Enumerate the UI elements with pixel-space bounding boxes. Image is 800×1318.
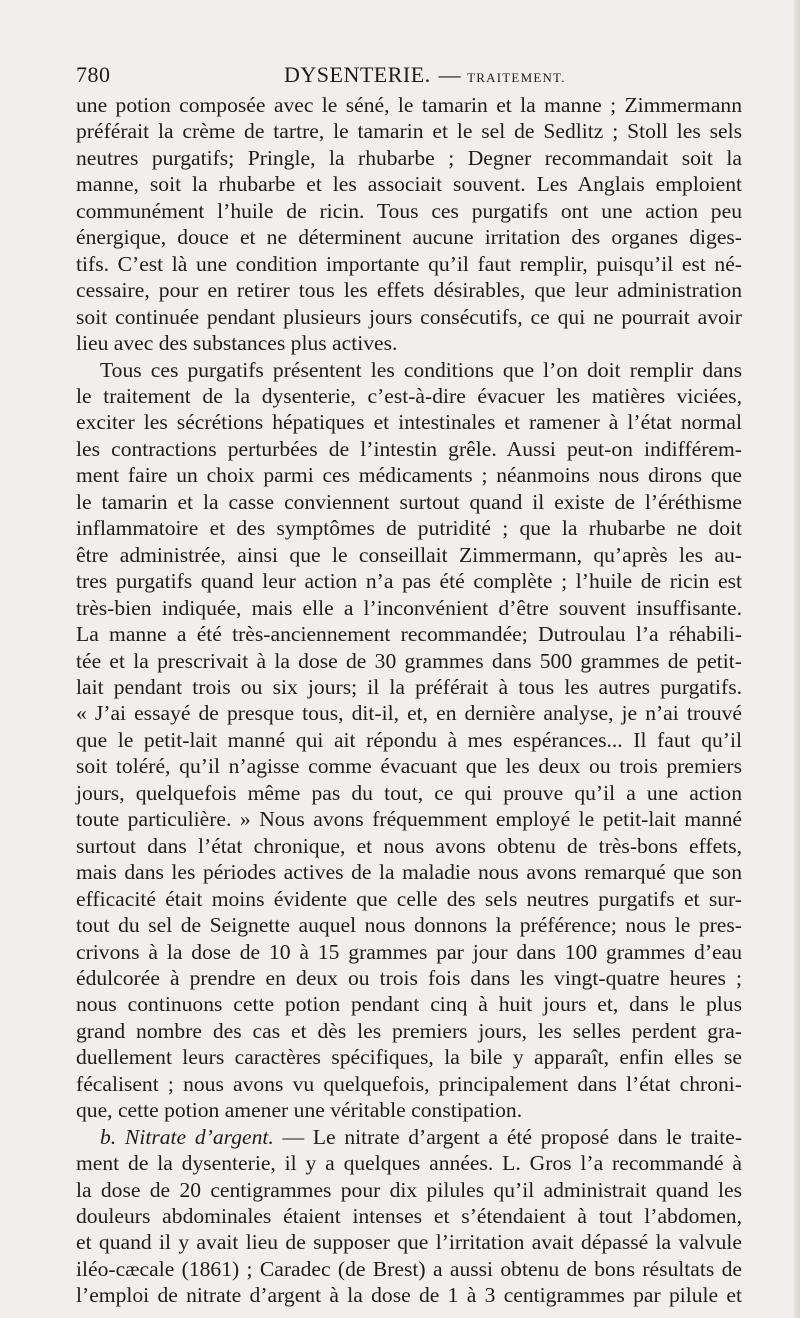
text-line: très-bien indiquée, mais elle a l’inconvénient d’être souvent insuffisante. — [76, 595, 742, 620]
text-line: neutres purgatifs; Pringle, la rhubarbe ; Degner recommandait soit la — [76, 145, 742, 170]
text-line: La manne a été très-anciennement recommandée; Dutroulau l’a réhabili- — [76, 622, 742, 647]
paragraph-2 — [76, 357, 742, 1124]
text-line: duellement leurs caractères spécifiques, la bile y apparaît, enfin elles se — [76, 1045, 742, 1070]
text-line: l’emploi de nitrate d’argent à la dose de 1 à 3 centigrammes par pilule et — [76, 1283, 742, 1308]
title-dash: — — [438, 62, 462, 87]
text-line: tifs. C’est là une condition importante qu’il faut remplir, puisqu’il est né- — [76, 251, 742, 276]
text-line: cessaire, pour en retirer tous les effets désirables, que leur administration — [76, 278, 742, 303]
text-line: grand nombre des cas et dès les premiers jours, les selles perdent gra- — [76, 1018, 742, 1043]
book-page — [76, 56, 742, 1309]
page-edge-shadow — [794, 0, 800, 1318]
text-line: ment faire un choix parmi ces médicaments ; néanmoins nous dirons que — [76, 463, 742, 488]
text-line: que, cette potion amener une véritable constipation. — [76, 1098, 523, 1123]
text-line: soit toléré, qu’il n’agisse comme évacuant que les deux ou trois premiers — [76, 754, 742, 779]
text-line: édulcorée à prendre en deux ou trois fois dans les vingt-quatre heures ; — [76, 965, 742, 990]
text-run: — Le nitrate d’argent a été proposé dans le traite- — [273, 1124, 743, 1149]
text-line: que le petit-lait manné qui ait répondu à mes espérances... Il faut qu’il — [76, 727, 742, 752]
text-line: énergique, douce et ne déterminent aucune irritation des organes diges- — [76, 225, 742, 250]
text-line: inflammatoire et des symptômes de putridité ; que la rhubarbe ne doit — [76, 516, 742, 541]
body-text — [76, 92, 742, 1309]
text-line: tout du sel de Seignette auquel nous donnons la préférence; nous le pres- — [76, 913, 742, 938]
paragraph-1 — [76, 92, 742, 357]
text-line: être administrée, ainsi que le conseillait Zimmermann, qu’après les au- — [76, 542, 742, 567]
text-line: jours, quelquefois même pas du tout, ce qui prouve qu’il a une action — [76, 780, 742, 805]
text-line: surtout dans l’état chronique, et nous avons obtenu de très-bons effets, — [76, 833, 742, 858]
text-line: efficacité était moins évidente que celle des sels neutres purgatifs et sur- — [76, 886, 742, 911]
text-line: et quand il y avait lieu de supposer que l’irritation avait dépassé la valvule — [76, 1230, 742, 1255]
text-line: nous continuons cette potion pendant cinq à huit jours et, dans le plus — [76, 992, 742, 1017]
text-line: tres purgatifs quand leur action n’a pas été complète ; l’huile de ricin est — [76, 569, 742, 594]
text-line: manne, soit la rhubarbe et les associait souvent. Les Anglais emploient — [76, 172, 742, 197]
paragraph-3 — [76, 1124, 742, 1309]
text-line: exciter les sécrétions hépatiques et intestinales et ramener à l’état normal — [76, 410, 742, 435]
text-line: fécalisent ; nous avons vu quelquefois, principalement dans l’état chroni- — [76, 1071, 742, 1096]
running-head — [76, 56, 742, 92]
text-line: une potion composée avec le séné, le tamarin et la manne ; Zimmermann — [76, 93, 742, 117]
text-line: le traitement de la dysenterie, c’est-à-dire évacuer les matières viciées, — [76, 383, 742, 408]
section-heading: b. Nitrate d’argent. — [100, 1124, 274, 1149]
text-line: iléo-cæcale (1861) ; Caradec (de Brest) a aussi obtenu de bons résultats de — [76, 1256, 742, 1281]
text-line: communément l’huile de ricin. Tous ces purgatifs ont une action peu — [76, 198, 742, 223]
text-line: douleurs abdominales étaient intenses et s’étendaient à tout l’abdomen, — [76, 1204, 742, 1229]
text-line: soit continuée pendant plusieurs jours consécutifs, ce qui ne pourrait avoir — [76, 304, 742, 329]
text-line: la dose de 20 centigrammes pour dix pilules qu’il administrait quand les — [76, 1177, 742, 1202]
text-line: « J’ai essayé de presque tous, dit-il, et, en dernière analyse, je n’ai trouvé — [76, 701, 742, 726]
text-line: tée et la prescrivait à la dose de 30 grammes dans 500 grammes de petit- — [76, 648, 742, 673]
text-line: lait pendant trois ou six jours; il la préférait à tous les autres purgatifs. — [76, 674, 742, 699]
page-number: 780 — [76, 62, 111, 87]
text-line: préférait la crème de tartre, le tamarin et le sel de Sedlitz ; Stoll les sels — [76, 119, 742, 144]
running-title — [284, 62, 566, 88]
text-line: ment de la dysenterie, il y a quelques années. L. Gros l’a recommandé à — [76, 1151, 742, 1176]
text-line: Tous ces purgatifs présentent les conditions que l’on doit remplir dans — [100, 357, 742, 382]
text-line: lieu avec des substances plus actives. — [76, 331, 398, 356]
text-line: mais dans les périodes actives de la maladie nous avons remarqué que son — [76, 860, 742, 885]
text-line: les contractions perturbées de l’intestin grêle. Aussi peut-on indifférem- — [76, 436, 742, 461]
section-title: TRAITEMENT. — [467, 70, 566, 85]
text-line — [76, 1124, 742, 1150]
text-line: toute particulière. » Nous avons fréquemment employé le petit-lait manné — [76, 807, 742, 832]
chapter-title: DYSENTERIE. — [284, 62, 431, 87]
text-line: le tamarin et la casse conviennent surtout quand il existe de l’éréthisme — [76, 489, 742, 514]
text-line: crivons à la dose de 10 à 15 grammes par jour dans 100 grammes d’eau — [76, 939, 742, 964]
